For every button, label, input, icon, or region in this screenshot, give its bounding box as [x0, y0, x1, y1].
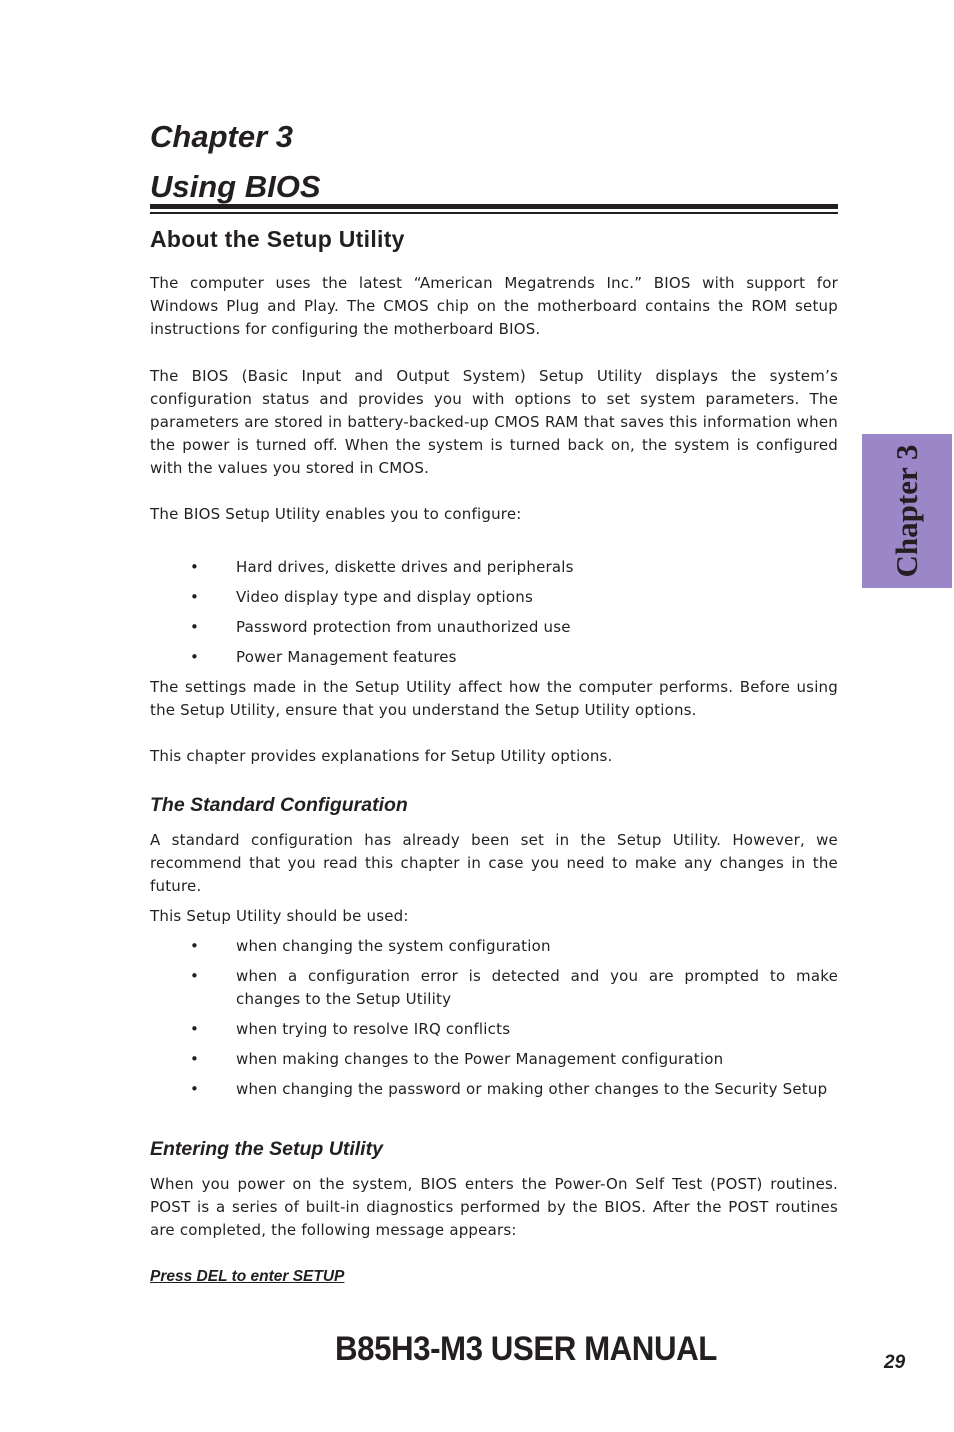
list-item: • when changing the password or making other changes to the Security Setup	[190, 1078, 838, 1101]
section-heading-about: About the Setup Utility	[150, 226, 405, 252]
bullet-glyph: •	[190, 1020, 200, 1038]
header-rule-thin	[150, 212, 838, 214]
bullet-glyph: •	[190, 1050, 200, 1068]
manual-title: B85H3-M3 USER MANUAL	[335, 1330, 717, 1368]
bullet-glyph: •	[190, 967, 200, 985]
list-item: • Power Management features	[190, 646, 838, 669]
side-tab-label: Chapter 3	[889, 444, 924, 578]
about-paragraph-4: The settings made in the Setup Utility affect how the computer performs. Before using the Setup Utility, ensure that you understand the Setup Utility options.	[150, 678, 838, 719]
bullet-glyph: •	[190, 1080, 200, 1098]
bullet-glyph: •	[190, 648, 200, 666]
bullet-glyph: •	[190, 558, 200, 576]
standard-paragraph-1: A standard configuration has already been set in the Setup Utility. However, we recommend that you read this chapter in case you need to make any changes in the future.	[150, 831, 838, 895]
header-rule-thick	[150, 204, 838, 209]
setup-message: Press DEL to enter SETUP	[150, 1268, 345, 1285]
list-item: • Video display type and display options	[190, 586, 838, 609]
bullet-glyph: •	[190, 937, 200, 955]
list-item: • Hard drives, diskette drives and peripherals	[190, 556, 838, 579]
entering-paragraph-1: When you power on the system, BIOS enters the Power-On Self Test (POST) routines. POST is a series of built-in diagnostics performed by the BIOS. After the POST routines are completed, the following message appears:	[150, 1175, 838, 1239]
section-heading-entering: Entering the Setup Utility	[150, 1138, 383, 1160]
list-item: • Password protection from unauthorized use	[190, 616, 838, 639]
list-item: • when a configuration error is detected and you are prompted to make changes to the Setup Utility	[190, 967, 838, 1008]
chapter-side-tab	[862, 434, 952, 588]
list-item: • when making changes to the Power Management configuration	[190, 1048, 838, 1071]
chapter-heading	[150, 112, 838, 212]
about-paragraph-5: This chapter provides explanations for Setup Utility options.	[150, 747, 613, 765]
section-heading-standard: The Standard Configuration	[150, 794, 408, 816]
page-number: 29	[884, 1352, 906, 1373]
standard-paragraph-2: This Setup Utility should be used:	[150, 907, 409, 925]
list-item: • when trying to resolve IRQ conflicts	[190, 1018, 838, 1041]
bullet-glyph: •	[190, 618, 200, 636]
list-item: • when changing the system configuration	[190, 935, 838, 958]
about-paragraph-1: The computer uses the latest “American Megatrends Inc.” BIOS with support for Windows Plug and Play. The CMOS chip on the motherboard contains the ROM setup instructions for configuring the motherboard BIOS.	[150, 274, 838, 338]
chapter-number: Chapter 3	[150, 119, 293, 154]
bullet-glyph: •	[190, 588, 200, 606]
chapter-title: Using BIOS	[150, 169, 321, 204]
about-paragraph-3: The BIOS Setup Utility enables you to configure:	[150, 505, 522, 523]
about-paragraph-2: The BIOS (Basic Input and Output System) Setup Utility displays the system’s configuration status and provides you with options to set system parameters. The parameters are stored in battery-backed-up CMOS RAM that saves this information when the power is turned off. When the system is turned back on, the system is configured with the values you stored in CMOS.	[150, 367, 838, 477]
